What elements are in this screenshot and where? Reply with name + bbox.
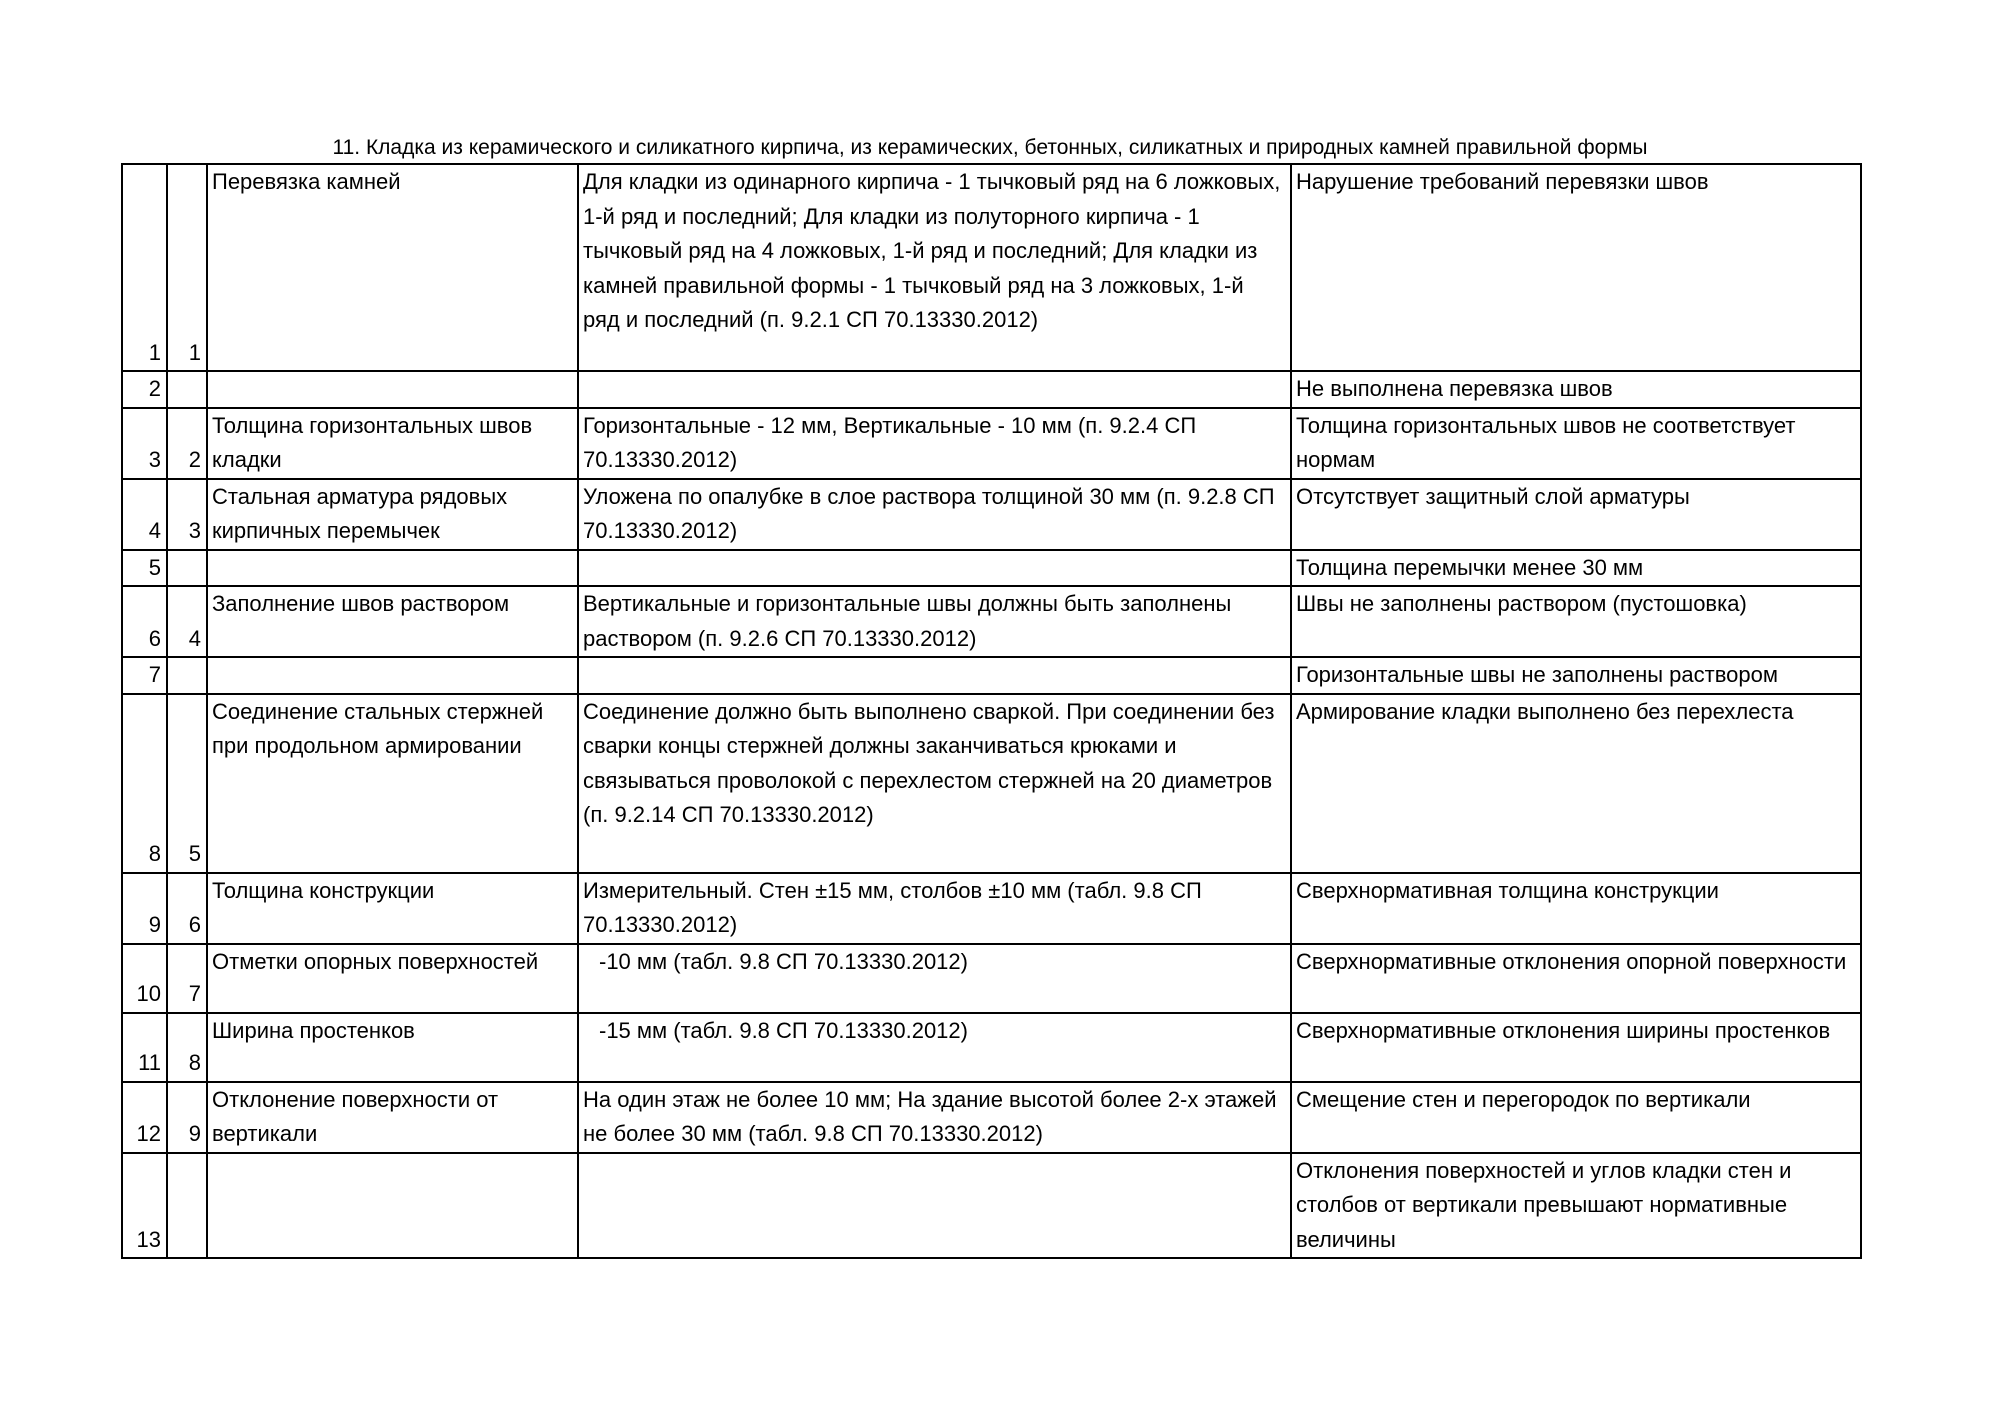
row-number: 9 [122,873,167,944]
requirement-cell [578,550,1291,587]
defect-cell: Отклонения поверхностей и углов кладки стен и столбов от вертикали превышают нормативные величины [1291,1153,1861,1259]
parameter-cell: Перевязка камней [207,164,578,371]
row-number: 4 [122,479,167,550]
requirement-cell: -10 мм (табл. 9.8 СП 70.13330.2012) [578,944,1291,1013]
requirement-cell: Для кладки из одинарного кирпича - 1 тычковый ряд на 6 ложковых, 1-й ряд и последний; Для кладки из полуторного кирпича - 1 тычковый ряд на 4 ложковых, 1-й ряд и последний; Для кладки из камней правильной формы - 1 тычковый ряд на 3 ложковых, 1-й ряд и последний (п. 9.2.1 СП 70.13330.2012) [578,164,1291,371]
parameter-cell: Толщина горизонтальных швов кладки [207,408,578,479]
requirement-cell: -15 мм (табл. 9.8 СП 70.13330.2012) [578,1013,1291,1082]
requirement-cell [578,657,1291,694]
defect-cell: Отсутствует защитный слой арматуры [1291,479,1861,550]
requirement-cell: Уложена по опалубке в слое раствора толщиной 30 мм (п. 9.2.8 СП 70.13330.2012) [578,479,1291,550]
row-number: 2 [122,371,167,408]
requirement-cell: Горизонтальные - 12 мм, Вертикальные - 10 мм (п. 9.2.4 СП 70.13330.2012) [578,408,1291,479]
item-number: 2 [167,408,207,479]
table-row [122,408,1861,479]
item-number: 1 [167,164,207,371]
item-number [167,371,207,408]
item-number [167,657,207,694]
defect-cell: Толщина горизонтальных швов не соответствует нормам [1291,408,1861,479]
row-number: 7 [122,657,167,694]
section-title: 11. Кладка из керамического и силикатного кирпича, из керамических, бетонных, силикатных и природных камней правильной формы [332,136,1648,159]
parameter-cell [207,1153,578,1259]
parameter-cell: Отклонение поверхности от вертикали [207,1082,578,1153]
masonry-defects-table [121,163,1862,1259]
requirement-cell: Измерительный. Стен ±15 мм, столбов ±10 мм (табл. 9.8 СП 70.13330.2012) [578,873,1291,944]
defect-cell: Не выполнена перевязка швов [1291,371,1861,408]
table-row [122,694,1861,873]
item-number: 8 [167,1013,207,1082]
defect-cell: Швы не заполнены раствором (пустошовка) [1291,586,1861,657]
parameter-cell: Толщина конструкции [207,873,578,944]
parameter-cell: Ширина простенков [207,1013,578,1082]
parameter-cell: Стальная арматура рядовых кирпичных перемычек [207,479,578,550]
table-row [122,1013,1861,1082]
item-number: 5 [167,694,207,873]
item-number [167,550,207,587]
item-number: 4 [167,586,207,657]
parameter-cell: Соединение стальных стержней при продольном армировании [207,694,578,873]
row-number: 8 [122,694,167,873]
table-row [122,1153,1861,1259]
defect-cell: Смещение стен и перегородок по вертикали [1291,1082,1861,1153]
defect-cell: Нарушение требований перевязки швов [1291,164,1861,371]
parameter-cell: Отметки опорных поверхностей [207,944,578,1013]
row-number: 1 [122,164,167,371]
row-number: 6 [122,586,167,657]
requirement-cell [578,1153,1291,1259]
item-number [167,1153,207,1259]
requirement-cell: Вертикальные и горизонтальные швы должны быть заполнены раствором (п. 9.2.6 СП 70.13330.2012) [578,586,1291,657]
table-row [122,164,1861,371]
row-number: 10 [122,944,167,1013]
item-number: 3 [167,479,207,550]
item-number: 9 [167,1082,207,1153]
table-row [122,586,1861,657]
row-number: 13 [122,1153,167,1259]
parameter-cell [207,657,578,694]
table-row [122,944,1861,1013]
defect-cell: Сверхнормативные отклонения опорной поверхности [1291,944,1861,1013]
table-row [122,550,1861,587]
defect-cell: Армирование кладки выполнено без перехлеста [1291,694,1861,873]
requirement-cell: На один этаж не более 10 мм; На здание высотой более 2-х этажей не более 30 мм (табл. 9.8 СП 70.13330.2012) [578,1082,1291,1153]
requirement-cell [578,371,1291,408]
table-row [122,1082,1861,1153]
table-row [122,479,1861,550]
parameter-cell: Заполнение швов раствором [207,586,578,657]
table-row [122,873,1861,944]
defect-cell: Сверхнормативные отклонения ширины простенков [1291,1013,1861,1082]
item-number: 7 [167,944,207,1013]
table-row [122,371,1861,408]
row-number: 5 [122,550,167,587]
item-number: 6 [167,873,207,944]
defect-cell: Толщина перемычки менее 30 мм [1291,550,1861,587]
parameter-cell [207,371,578,408]
table-row [122,657,1861,694]
row-number: 3 [122,408,167,479]
row-number: 11 [122,1013,167,1082]
parameter-cell [207,550,578,587]
defect-cell: Горизонтальные швы не заполнены раствором [1291,657,1861,694]
defect-cell: Сверхнормативная толщина конструкции [1291,873,1861,944]
row-number: 12 [122,1082,167,1153]
requirement-cell: Соединение должно быть выполнено сваркой. При соединении без сварки концы стержней должны заканчиваться крюками и связываться проволокой с перехлестом стержней на 20 диаметров (п. 9.2.14 СП 70.13330.2012) [578,694,1291,873]
